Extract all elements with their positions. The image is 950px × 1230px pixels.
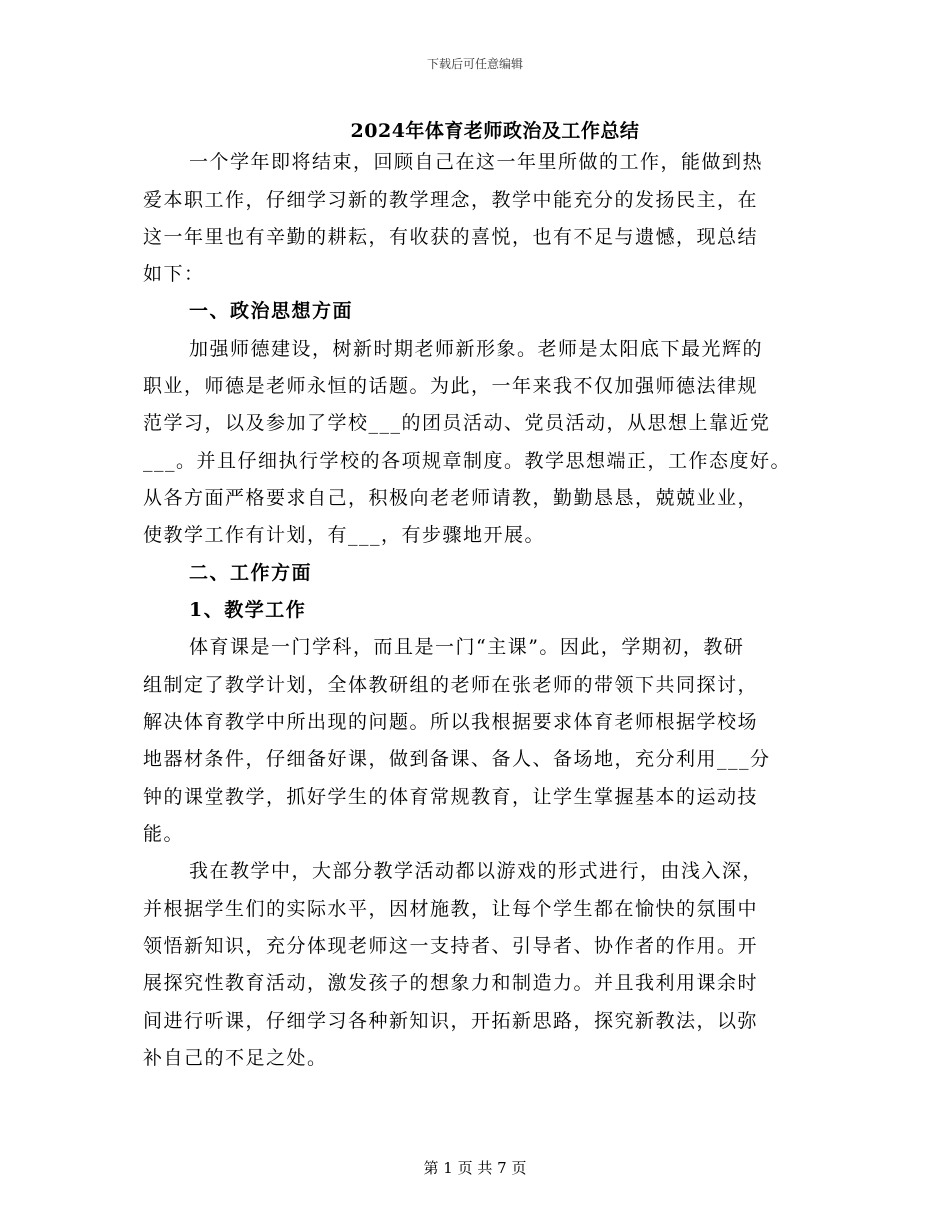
section2-para2-line-4: 展探究性教育活动，激发孩子的想象力和制造力。并且我利用课余时 — [143, 972, 759, 994]
section2-para2-line-1: 我在教学中，大部分教学活动都以游戏的形式进行，由浅入深， — [189, 860, 764, 882]
page-number-footer: 第 1 页 共 7 页 — [423, 1159, 527, 1177]
section2-para2-line-3: 领悟新知识，充分体现老师这一支持者、引导者、协作者的作用。开 — [143, 935, 759, 957]
intro-line-1: 一个学年即将结束，回顾自己在这一年里所做的工作，能做到热 — [189, 151, 764, 173]
section2-para2-line-6: 补自己的不足之处。 — [143, 1047, 328, 1069]
section1-line-6: 使教学工作有计划，有___，有步骤地开展。 — [143, 524, 546, 546]
section1-line-4: ___。并且仔细执行学校的各项规章制度。教学思想端正，工作态度好。 — [143, 450, 792, 472]
section1-line-5: 从各方面严格要求自己，积极向老老师请教，勤勤恳恳，兢兢业业， — [143, 487, 759, 509]
section1-line-3: 范学习，以及参加了学校___的团员活动、党员活动，从思想上靠近党 — [143, 412, 771, 434]
section2-subheading: 1、教学工作 — [189, 599, 307, 621]
section1-line-2: 职业，师德是老师永恒的话题。为此，一年来我不仅加强师德法律规 — [143, 375, 759, 397]
section2-para1-line-4: 地器材条件，仔细备好课，做到备课、备人、备场地，充分利用___分 — [143, 748, 771, 770]
section1-heading: 一、政治思想方面 — [189, 300, 354, 322]
section2-para2-line-5: 间进行听课，仔细学习各种新知识，开拓新思路，探究新教法，以弥 — [143, 1010, 759, 1032]
section1-line-1: 加强师德建设，树新时期老师新形象。老师是太阳底下最光辉的 — [189, 338, 764, 360]
section2-para2-line-2: 并根据学生们的实际水平，因材施教，让每个学生都在愉快的氛围中 — [143, 898, 759, 920]
intro-line-3: 这一年里也有辛勤的耕耘，有收获的喜悦，也有不足与遗憾，现总结 — [143, 226, 759, 248]
section2-para1-line-6: 能。 — [143, 823, 185, 845]
section2-para1-line-1: 体育课是一门学科，而且是一门“主课”。因此，学期初，教研 — [189, 636, 745, 658]
intro-line-2: 爱本职工作，仔细学习新的教学理念，教学中能充分的发扬民主，在 — [143, 189, 759, 211]
section2-heading: 二、工作方面 — [189, 562, 313, 584]
section2-para1-line-3: 解决体育教学中所出现的问题。所以我根据要求体育老师根据学校场 — [143, 711, 759, 733]
document-title: 2024年体育老师政治及工作总结 — [350, 120, 640, 142]
header-note: 下载后可任意编辑 — [426, 57, 523, 71]
section2-para1-line-2: 组制定了教学计划，全体教研组的老师在张老师的带领下共同探讨， — [143, 674, 759, 696]
section2-para1-line-5: 钟的课堂教学，抓好学生的体育常规教育，让学生掌握基本的运动技 — [143, 786, 759, 808]
intro-line-4: 如下： — [143, 263, 205, 285]
